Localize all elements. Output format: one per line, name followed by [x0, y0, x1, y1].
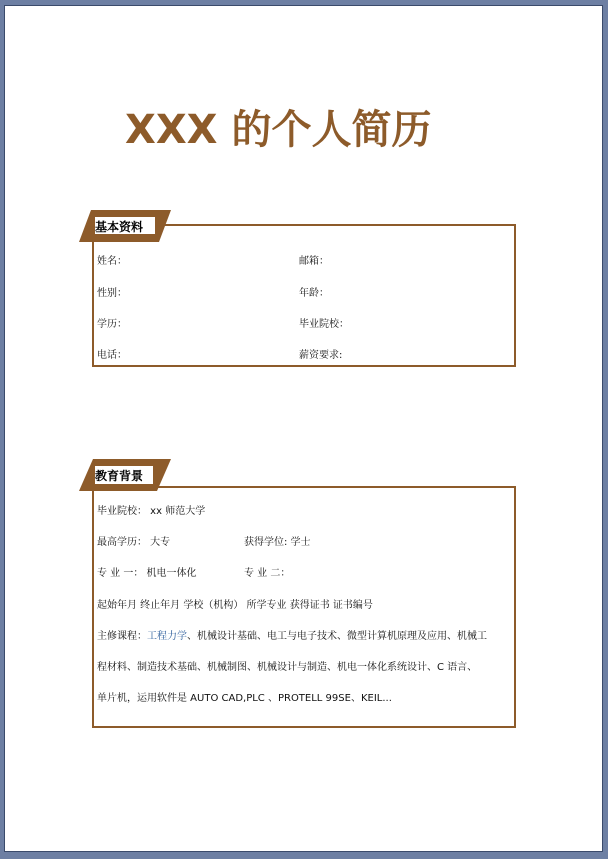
- email-label: 邮箱：: [299, 256, 329, 267]
- award-label: 获得学位: 学士: [244, 537, 311, 548]
- degree-label: 最高学历： 大专: [97, 537, 171, 548]
- graduated-school-label: 毕业院校：: [299, 319, 349, 330]
- basic-info-heading: 基本资料: [95, 220, 144, 234]
- courses-rest: 、机械设计基础、电工与电子技术、微型计算机原理及应用、机械工: [187, 631, 487, 642]
- major-two-label: 专 业 二：: [244, 568, 291, 579]
- major-one-label: 专 业 一： 机电一体化: [97, 568, 197, 579]
- resume-title: XXX 的个人简历: [125, 107, 432, 153]
- name-label: 姓名：: [97, 256, 127, 267]
- courses-line-1: [97, 627, 487, 642]
- education-tab: [79, 459, 171, 491]
- courses-line-2: 程材料、制造技术基础、机械制图、机械设计与制造、机电一体化系统设计、C 语言、: [97, 662, 478, 673]
- age-label: 年龄：: [299, 288, 329, 299]
- education-heading: 教育背景: [95, 469, 144, 483]
- courses-prefix: 主修课程：: [97, 631, 147, 642]
- courses-line-3: 单片机，运用软件是 AUTO CAD,PLC 、PROTELL 99SE、KEIL...: [97, 693, 392, 704]
- document-page: [4, 5, 603, 852]
- basic-info-tab: [79, 210, 171, 242]
- courses-highlight: 工程力学: [147, 631, 187, 642]
- gender-label: 性别：: [97, 288, 127, 299]
- graduated-school-line: 毕业院校： xx 师范大学: [97, 506, 206, 517]
- education-label: 学历：: [97, 319, 127, 330]
- salary-label: 薪资要求:: [299, 350, 343, 361]
- phone-label: 电话：: [97, 350, 127, 361]
- education-columns-line: 起始年月 终止年月 学校（机构） 所学专业 获得证书 证书编号: [97, 600, 373, 611]
